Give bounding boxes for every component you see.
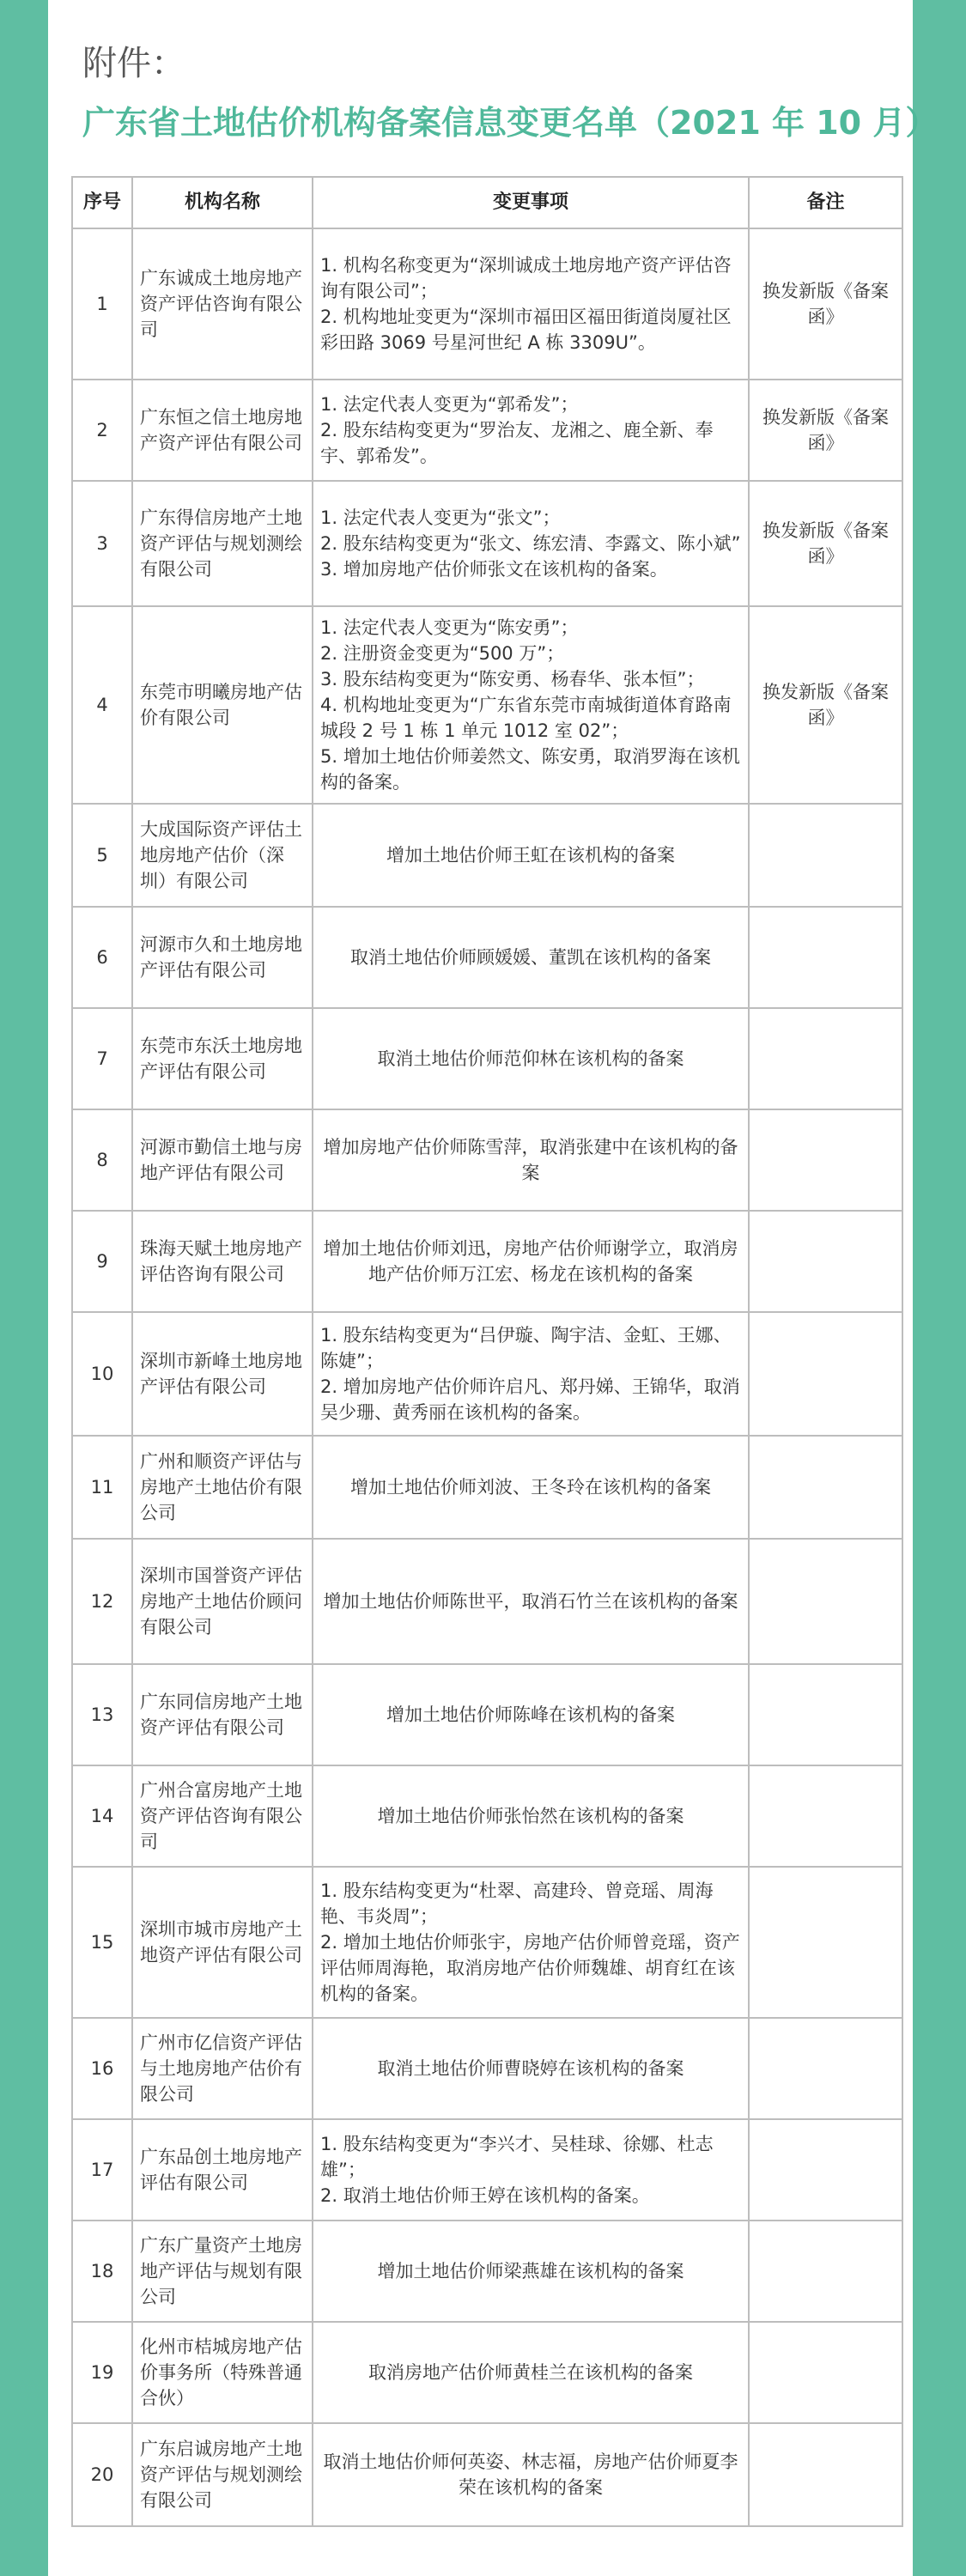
- column-header-no: 序号: [72, 177, 132, 228]
- institution-name: 广东诚成土地房地产资产评估咨询有限公司: [132, 228, 313, 380]
- table-row: [72, 228, 902, 380]
- table-row: [72, 1436, 902, 1539]
- table-header-row: [72, 177, 902, 228]
- table-row: [72, 2018, 902, 2119]
- change-details: 1. 法定代表人变更为“郭希发”； 2. 股东结构变更为“罗治友、龙湘之、鹿全新、奉宇、郭希发”。: [313, 380, 749, 481]
- column-header-name: 机构名称: [132, 177, 313, 228]
- change-details: 取消房地产估价师黄桂兰在该机构的备案: [313, 2322, 749, 2423]
- remark: [749, 1436, 902, 1539]
- table-row: [72, 2221, 902, 2322]
- table-row: [72, 481, 902, 606]
- institution-name: 广东得信房地产土地资产评估与规划测绘有限公司: [132, 481, 313, 606]
- row-number: 9: [72, 1211, 132, 1312]
- row-number: 14: [72, 1765, 132, 1867]
- table-row: [72, 380, 902, 481]
- change-details: 增加土地估价师刘迅，房地产估价师谢学立，取消房地产估价师万江宏、杨龙在该机构的备案: [313, 1211, 749, 1312]
- change-details: 取消土地估价师顾媛媛、董凯在该机构的备案: [313, 907, 749, 1008]
- column-header-note: 备注: [749, 177, 902, 228]
- row-number: 6: [72, 907, 132, 1008]
- change-details: 增加土地估价师刘波、王冬玲在该机构的备案: [313, 1436, 749, 1539]
- attachment-label: 附件：: [82, 44, 185, 83]
- row-number: 19: [72, 2322, 132, 2423]
- institution-name: 广州市亿信资产评估与土地房地产估价有限公司: [132, 2018, 313, 2119]
- table-row: [72, 1664, 902, 1765]
- row-number: 17: [72, 2119, 132, 2221]
- institution-name: 广州合富房地产土地资产评估咨询有限公司: [132, 1765, 313, 1867]
- institution-name: 河源市勤信土地与房地产评估有限公司: [132, 1109, 313, 1211]
- table-row: [72, 2423, 902, 2526]
- institution-name: 深圳市国誉资产评估房地产土地估价顾问有限公司: [132, 1539, 313, 1664]
- row-number: 10: [72, 1312, 132, 1436]
- change-details: 增加土地估价师张怡然在该机构的备案: [313, 1765, 749, 1867]
- row-number: 12: [72, 1539, 132, 1664]
- change-details: 取消土地估价师范仰林在该机构的备案: [313, 1008, 749, 1109]
- institution-name: 化州市桔城房地产估价事务所（特殊普通合伙）: [132, 2322, 313, 2423]
- row-number: 11: [72, 1436, 132, 1539]
- institution-name: 广东品创土地房地产评估有限公司: [132, 2119, 313, 2221]
- remark: [749, 1312, 902, 1436]
- table-row: [72, 1765, 902, 1867]
- row-number: 8: [72, 1109, 132, 1211]
- institution-name: 广东广量资产土地房地产评估与规划有限公司: [132, 2221, 313, 2322]
- document-title: 广东省土地估价机构备案信息变更名单（2021 年 10 月）: [82, 104, 939, 142]
- institution-name: 大成国际资产评估土地房地产估价（深圳）有限公司: [132, 804, 313, 907]
- institution-name: 深圳市城市房地产土地资产评估有限公司: [132, 1867, 313, 2018]
- filing-change-table: [71, 176, 903, 2527]
- institution-name: 东莞市明曦房地产估价有限公司: [132, 606, 313, 804]
- row-number: 1: [72, 228, 132, 380]
- change-details: 增加土地估价师梁燕雄在该机构的备案: [313, 2221, 749, 2322]
- table-row: [72, 606, 902, 804]
- row-number: 4: [72, 606, 132, 804]
- remark: [749, 1008, 902, 1109]
- remark: 换发新版《备案函》: [749, 606, 902, 804]
- remark: [749, 804, 902, 907]
- change-details: 取消土地估价师何英姿、林志福，房地产估价师夏李荣在该机构的备案: [313, 2423, 749, 2526]
- row-number: 13: [72, 1664, 132, 1765]
- table-row: [72, 1008, 902, 1109]
- remark: [749, 2221, 902, 2322]
- institution-name: 河源市久和土地房地产评估有限公司: [132, 907, 313, 1008]
- institution-name: 珠海天赋土地房地产评估咨询有限公司: [132, 1211, 313, 1312]
- remark: 换发新版《备案函》: [749, 481, 902, 606]
- change-details: 增加房地产估价师陈雪萍，取消张建中在该机构的备案: [313, 1109, 749, 1211]
- change-details: 1. 法定代表人变更为“张文”； 2. 股东结构变更为“张文、练宏清、李露文、陈小斌” 3. 增加房地产估价师张文在该机构的备案。: [313, 481, 749, 606]
- change-details: 1. 股东结构变更为“杜翠、高建玲、曾竞瑶、周海艳、韦炎周”； 2. 增加土地估价师张宇，房地产估价师曾竞瑶，资产评估师周海艳，取消房地产估价师魏雄、胡育红在该机构的备案。: [313, 1867, 749, 2018]
- remark: [749, 907, 902, 1008]
- remark: [749, 1539, 902, 1664]
- row-number: 20: [72, 2423, 132, 2526]
- document-page: [48, 0, 939, 2576]
- institution-name: 广州和顺资产评估与房地产土地估价有限公司: [132, 1436, 313, 1539]
- remark: 换发新版《备案函》: [749, 380, 902, 481]
- row-number: 16: [72, 2018, 132, 2119]
- remark: [749, 1765, 902, 1867]
- row-number: 3: [72, 481, 132, 606]
- table-row: [72, 1539, 902, 1664]
- institution-name: 广东恒之信土地房地产资产评估有限公司: [132, 380, 313, 481]
- table-row: [72, 1109, 902, 1211]
- remark: [749, 1109, 902, 1211]
- change-details: 取消土地估价师曹晓婷在该机构的备案: [313, 2018, 749, 2119]
- institution-name: 深圳市新峰土地房地产评估有限公司: [132, 1312, 313, 1436]
- remark: [749, 2119, 902, 2221]
- change-details: 增加土地估价师王虹在该机构的备案: [313, 804, 749, 907]
- table-row: [72, 1867, 902, 2018]
- row-number: 15: [72, 1867, 132, 2018]
- change-details: 增加土地估价师陈世平，取消石竹兰在该机构的备案: [313, 1539, 749, 1664]
- institution-name: 广东启诚房地产土地资产评估与规划测绘有限公司: [132, 2423, 313, 2526]
- change-details: 1. 法定代表人变更为“陈安勇”； 2. 注册资金变更为“500 万”； 3. 股东结构变更为“陈安勇、杨春华、张本恒”； 4. 机构地址变更为“广东省东莞市南城街道体育路南城段 2 号 1 栋 1 单元 1012 室 02”； 5. 增加土地估价师姜然文、陈安勇，取消罗海在该机构的备案。: [313, 606, 749, 804]
- institution-name: 东莞市东沃土地房地产评估有限公司: [132, 1008, 313, 1109]
- remark: [749, 1211, 902, 1312]
- table-row: [72, 1312, 902, 1436]
- remark: [749, 1664, 902, 1765]
- table-row: [72, 2322, 902, 2423]
- table-row: [72, 907, 902, 1008]
- remark: [749, 1867, 902, 2018]
- institution-name: 广东同信房地产土地资产评估有限公司: [132, 1664, 313, 1765]
- column-header-change: 变更事项: [313, 177, 749, 228]
- remark: [749, 2423, 902, 2526]
- remark: [749, 2322, 902, 2423]
- remark: 换发新版《备案函》: [749, 228, 902, 380]
- row-number: 2: [72, 380, 132, 481]
- change-details: 1. 股东结构变更为“李兴才、吴桂球、徐娜、杜志雄”； 2. 取消土地估价师王婷在该机构的备案。: [313, 2119, 749, 2221]
- row-number: 7: [72, 1008, 132, 1109]
- row-number: 18: [72, 2221, 132, 2322]
- row-number: 5: [72, 804, 132, 907]
- table-row: [72, 2119, 902, 2221]
- change-details: 1. 机构名称变更为“深圳诚成土地房地产资产评估咨询有限公司”； 2. 机构地址变更为“深圳市福田区福田街道岗厦社区彩田路 3069 号星河世纪 A 栋 3309U”。: [313, 228, 749, 380]
- remark: [749, 2018, 902, 2119]
- table-row: [72, 1211, 902, 1312]
- table-row: [72, 804, 902, 907]
- change-details: 增加土地估价师陈峰在该机构的备案: [313, 1664, 749, 1765]
- change-details: 1. 股东结构变更为“吕伊璇、陶宇洁、金虹、王娜、陈婕”； 2. 增加房地产估价师许启凡、郑丹娣、王锦华，取消吴少珊、黄秀丽在该机构的备案。: [313, 1312, 749, 1436]
